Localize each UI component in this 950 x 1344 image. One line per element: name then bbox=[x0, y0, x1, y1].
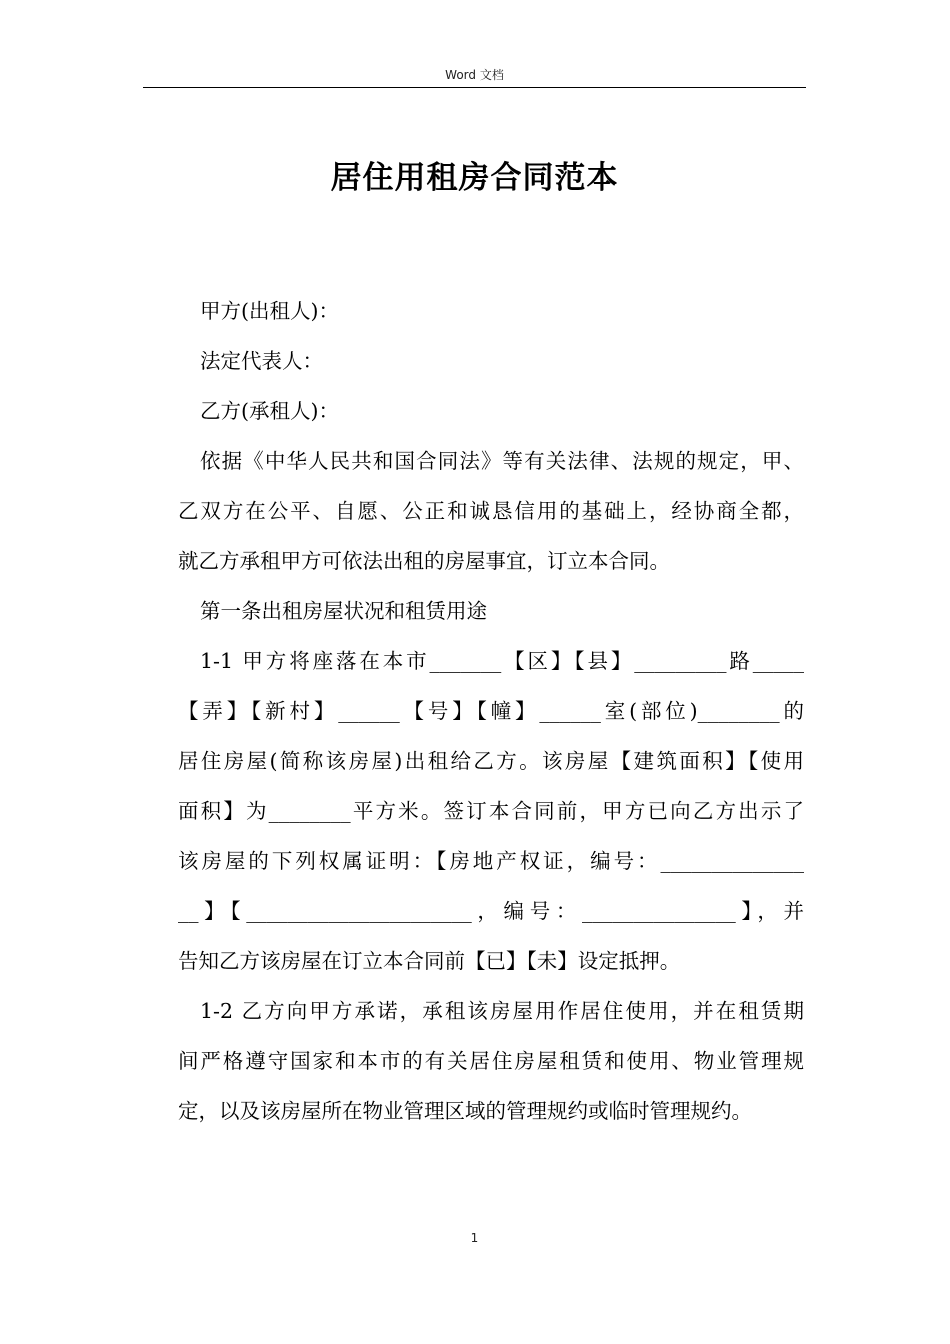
paragraph-line: 1-2 乙方向甲方承诺，承租该房屋用作居住使用，并在租赁期 bbox=[200, 999, 804, 1023]
paragraph-line: __】【______________________，编号：_______________】，并 bbox=[178, 899, 804, 923]
paragraph-line: 【弄】【新村】______【号】【幢】______室(部位)________的 bbox=[178, 699, 804, 723]
paragraph-line: 间严格遵守国家和本市的有关居住房屋租赁和使用、物业管理规 bbox=[178, 1049, 804, 1073]
header-rule bbox=[143, 87, 806, 88]
paragraph-line: 定，以及该房屋所在物业管理区域的管理规约或临时管理规约。 bbox=[178, 1099, 752, 1123]
page-number: 1 bbox=[470, 1231, 479, 1245]
document-title: 居住用租房合同范本 bbox=[330, 160, 619, 196]
document-body bbox=[178, 286, 804, 1136]
party-b-line: 乙方(承租人)： bbox=[200, 399, 339, 423]
paragraph-line: 告知乙方该房屋在订立本合同前【已】【未】设定抵押。 bbox=[178, 949, 681, 973]
section-heading: 第一条出租房屋状况和租赁用途 bbox=[200, 599, 487, 623]
party-a-line: 甲方(出租人)： bbox=[200, 299, 339, 323]
paragraph-line: 依据《中华人民共和国合同法》等有关法律、法规的规定，甲、 bbox=[200, 449, 804, 473]
paragraph-line: 1-1 甲方将座落在本市_______【区】【县】_________路_____ bbox=[200, 649, 804, 673]
page-header: Word 文档 bbox=[445, 68, 504, 82]
paragraph-line: 该房屋的下列权属证明：【房地产权证，编号：______________ bbox=[178, 849, 804, 873]
paragraph-line: 就乙方承租甲方可依法出租的房屋事宜，订立本合同。 bbox=[178, 549, 670, 573]
paragraph-line: 乙双方在公平、自愿、公正和诚恳信用的基础上，经协商全都， bbox=[178, 499, 804, 523]
paragraph-line: 面积】为________平方米。签订本合同前，甲方已向乙方出示了 bbox=[178, 799, 804, 823]
legal-representative-line: 法定代表人： bbox=[200, 349, 323, 373]
paragraph-line: 居住房屋(简称该房屋)出租给乙方。该房屋【建筑面积】【使用 bbox=[178, 749, 804, 773]
